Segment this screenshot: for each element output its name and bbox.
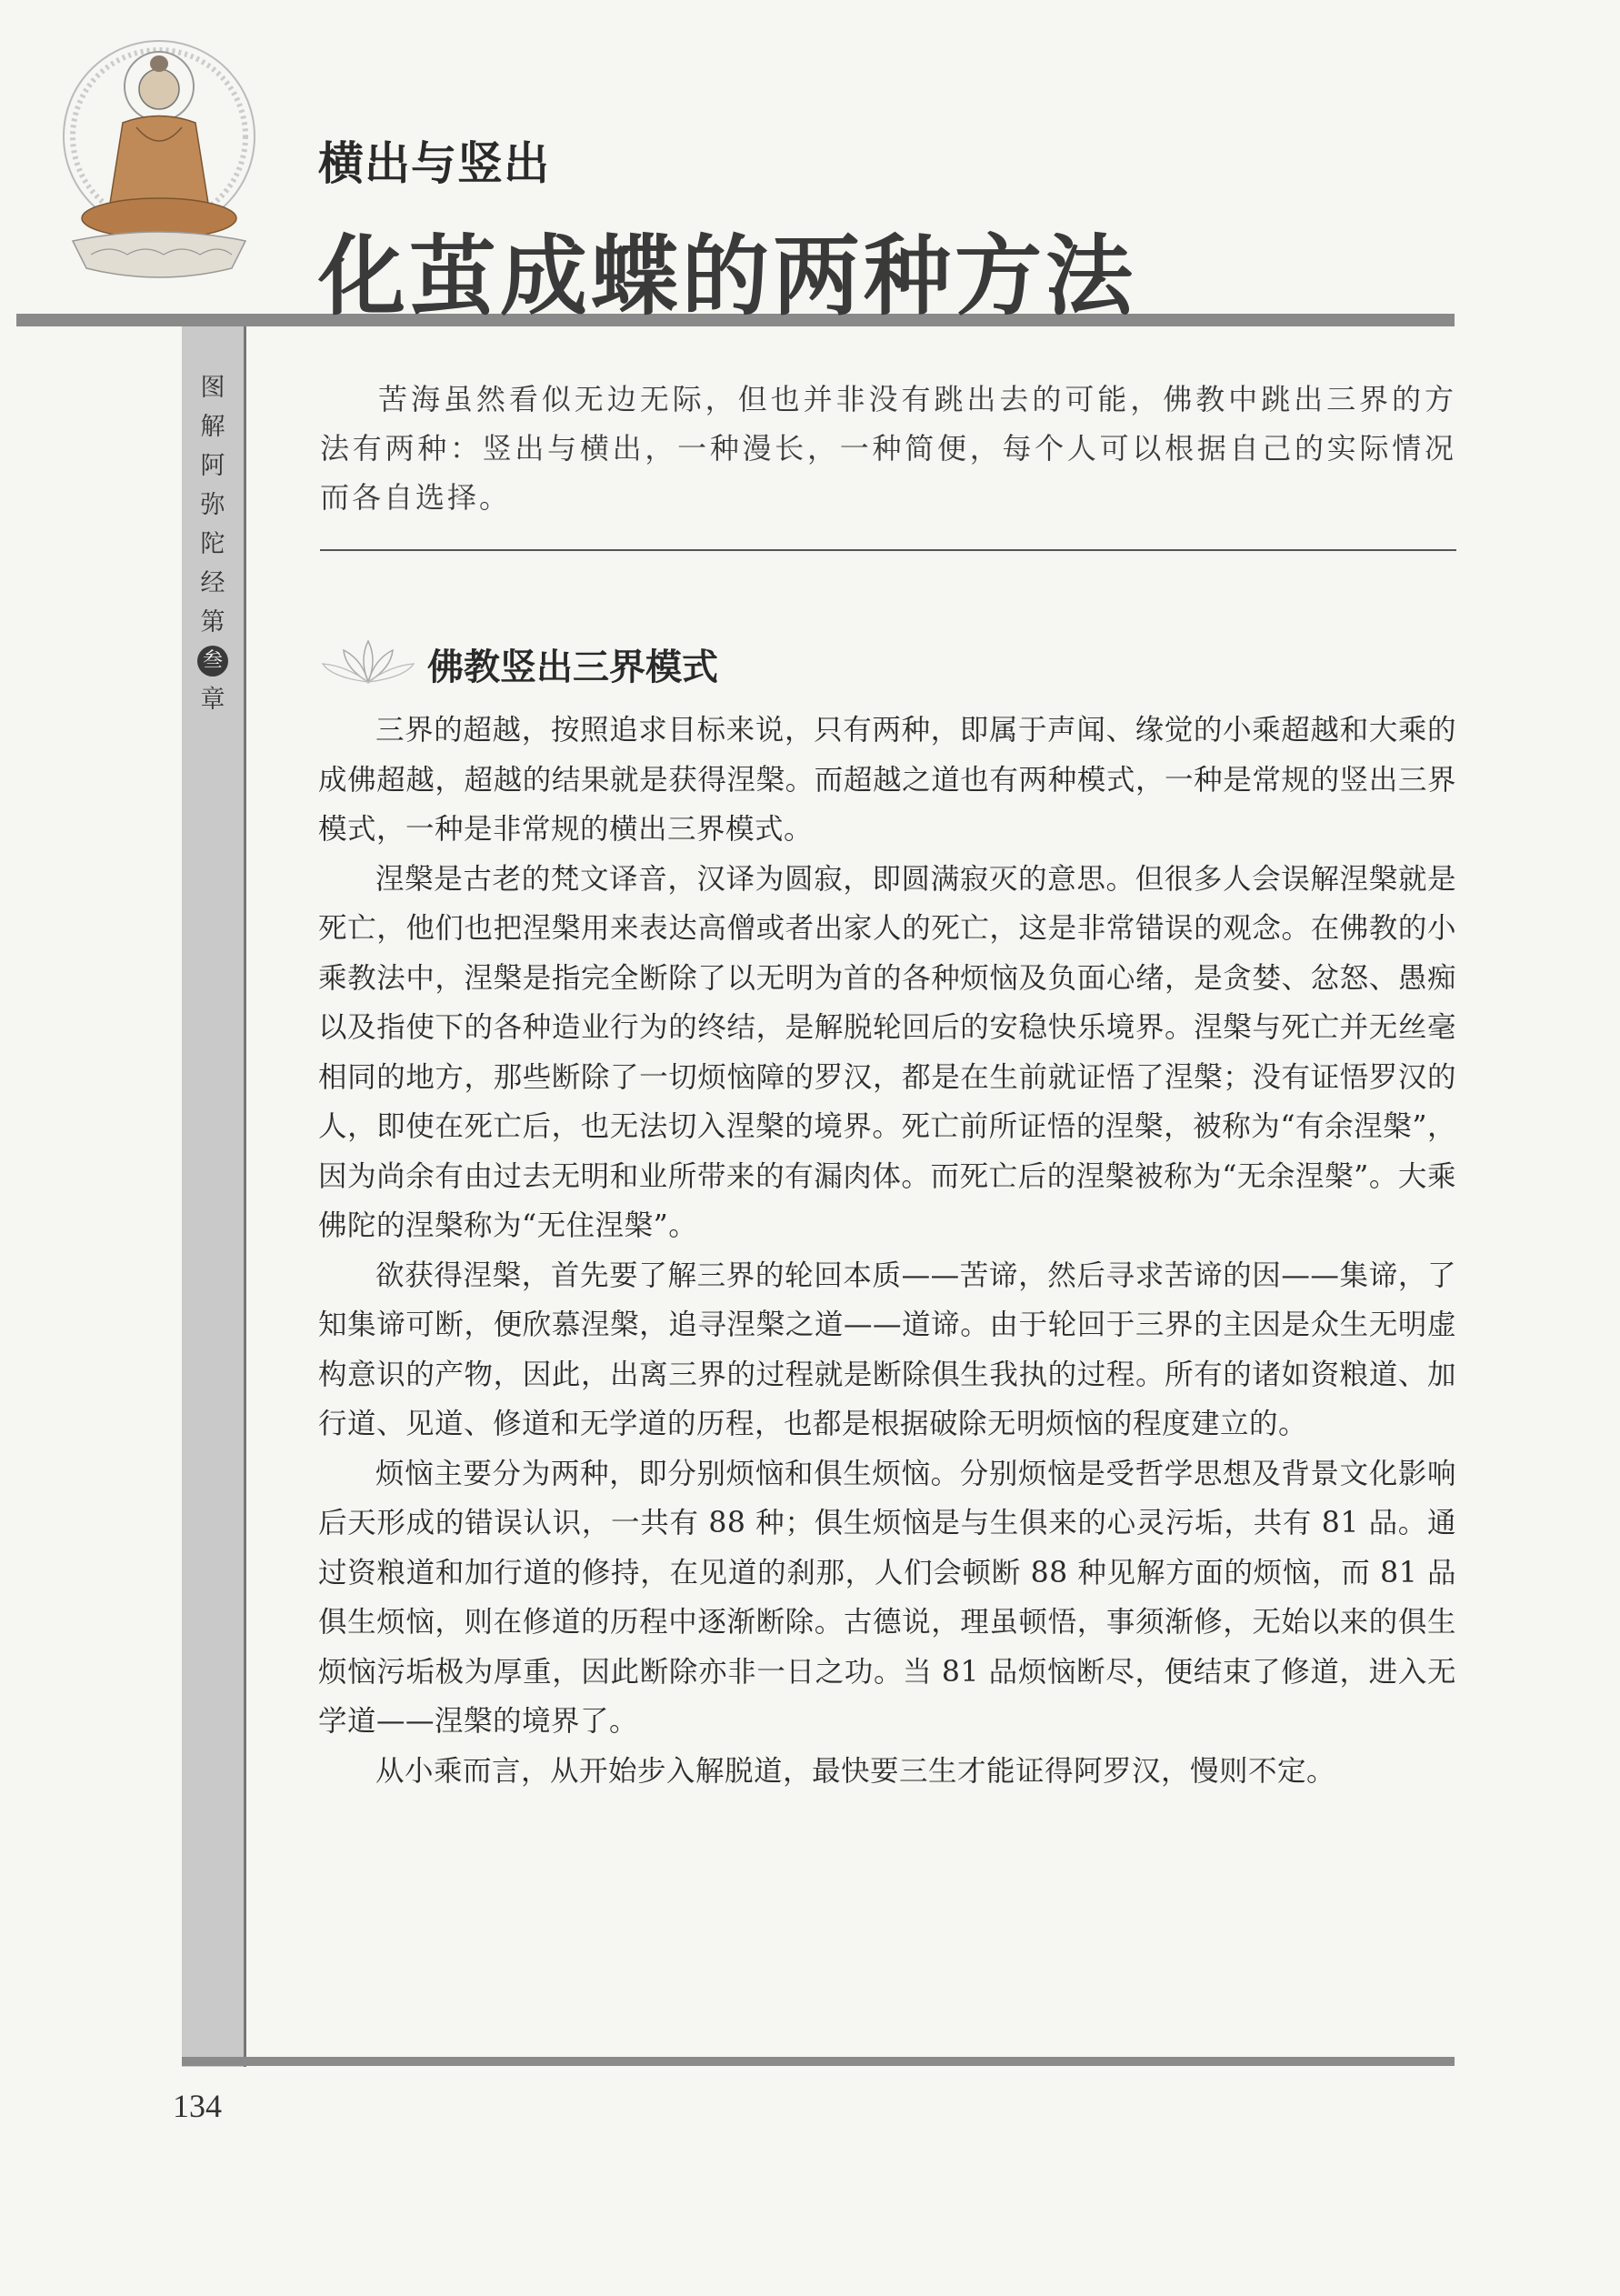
- body-paragraph: 涅槃是古老的梵文译音，汉译为圆寂，即圆满寂灭的意思。但很多人会误解涅槃就是死亡，他们也把涅槃用来表达高僧或者出家人的死亡，这是非常错误的观念。在佛教的小乘教法中，涅槃是指完全断除了以无明为首的各种烦恼及负面心绪，是贪婪、忿怒、愚痴以及指使下的各种造业行为的终结，是解脱轮回后的安稳快乐境界。涅槃与死亡并无丝毫相同的地方，那些断除了一切烦恼障的罗汉，都是在生前就证悟了涅槃；没有证悟罗汉的人，即使在死亡后，也无法切入涅槃的境界。死亡前所证悟的涅槃，被称为“有余涅槃”，因为尚余有由过去无明和业所带来的有漏肉体。而死亡后的涅槃被称为“无余涅槃”。大乘佛陀的涅槃称为“无住涅槃”。: [318, 862, 1456, 1242]
- lotus-icon: [318, 637, 418, 691]
- sidebar-char: 阿: [200, 452, 225, 480]
- body-paragraph: 欲获得涅槃，首先要了解三界的轮回本质——苦谛，然后寻求苦谛的因——集谛，了知集谛可断，便欣慕涅槃，追寻涅槃之道——道谛。由于轮回于三界的主因是众生无明虚构意识的产物，因此，出离三界的过程就是断除俱生我执的过程。所有的诸如资粮道、加行道、见道、修道和无学道的历程，也都是根据破除无明烦恼的程度建立的。: [318, 1258, 1456, 1440]
- bottom-rule: [182, 2057, 1455, 2066]
- body-text: [318, 706, 1456, 1796]
- buddha-illustration: [36, 36, 282, 309]
- body-paragraph: 烦恼主要分为两种，即分别烦恼和俱生烦恼。分别烦恼是受哲学思想及背景文化影响后天形成的错误认识，一共有 88 种；俱生烦恼是与生俱来的心灵污垢，共有 81 品。通过资粮道和加行道的修持，在见道的刹那，人们会顿断 88 种见解方面的烦恼，而 81 品俱生烦恼，则在修道的历程中逐渐断除。古德说，理虽顿悟，事须渐修，无始以来的俱生烦恼污垢极为厚重，因此断除亦非一日之功。当 81 品烦恼断尽，便结束了修道，进入无学道——涅槃的境界了。: [318, 1457, 1456, 1738]
- sidebar-char: 解: [200, 413, 225, 441]
- sidebar-label: [193, 368, 233, 719]
- body-paragraph: 从小乘而言，从开始步入解脱道，最快要三生才能证得阿罗汉，慢则不定。: [375, 1754, 1336, 1788]
- page-subtitle: 横出与竖出: [318, 137, 550, 190]
- section-title: 佛教竖出三界模式: [427, 646, 718, 688]
- sidebar-char: 图: [200, 374, 225, 402]
- page-title: 化茧成蝶的两种方法: [318, 226, 1136, 327]
- intro-paragraph: 苦海虽然看似无边无际，但也并非没有跳出去的可能，佛教中跳出三界的方法有两种：竖出与横出，一种漫长，一种简便，每个人可以根据自己的实际情况而各自选择。: [320, 382, 1456, 515]
- section-heading: [318, 637, 718, 691]
- sidebar-char: 章: [200, 686, 225, 714]
- divider: [320, 549, 1456, 551]
- sidebar-char: 第: [200, 608, 225, 637]
- sidebar-char: 弥: [200, 491, 225, 519]
- sidebar-char: 经: [200, 569, 225, 597]
- body-paragraph: 三界的超越，按照追求目标来说，只有两种，即属于声闻、缘觉的小乘超越和大乘的成佛超越，超越的结果就是获得涅槃。而超越之道也有两种模式，一种是常规的竖出三界模式，一种是非常规的横出三界模式。: [318, 714, 1456, 846]
- sidebar-char: 陀: [200, 530, 225, 558]
- page-number: 134: [173, 2088, 222, 2124]
- chapter-number-badge: 叁: [197, 646, 228, 677]
